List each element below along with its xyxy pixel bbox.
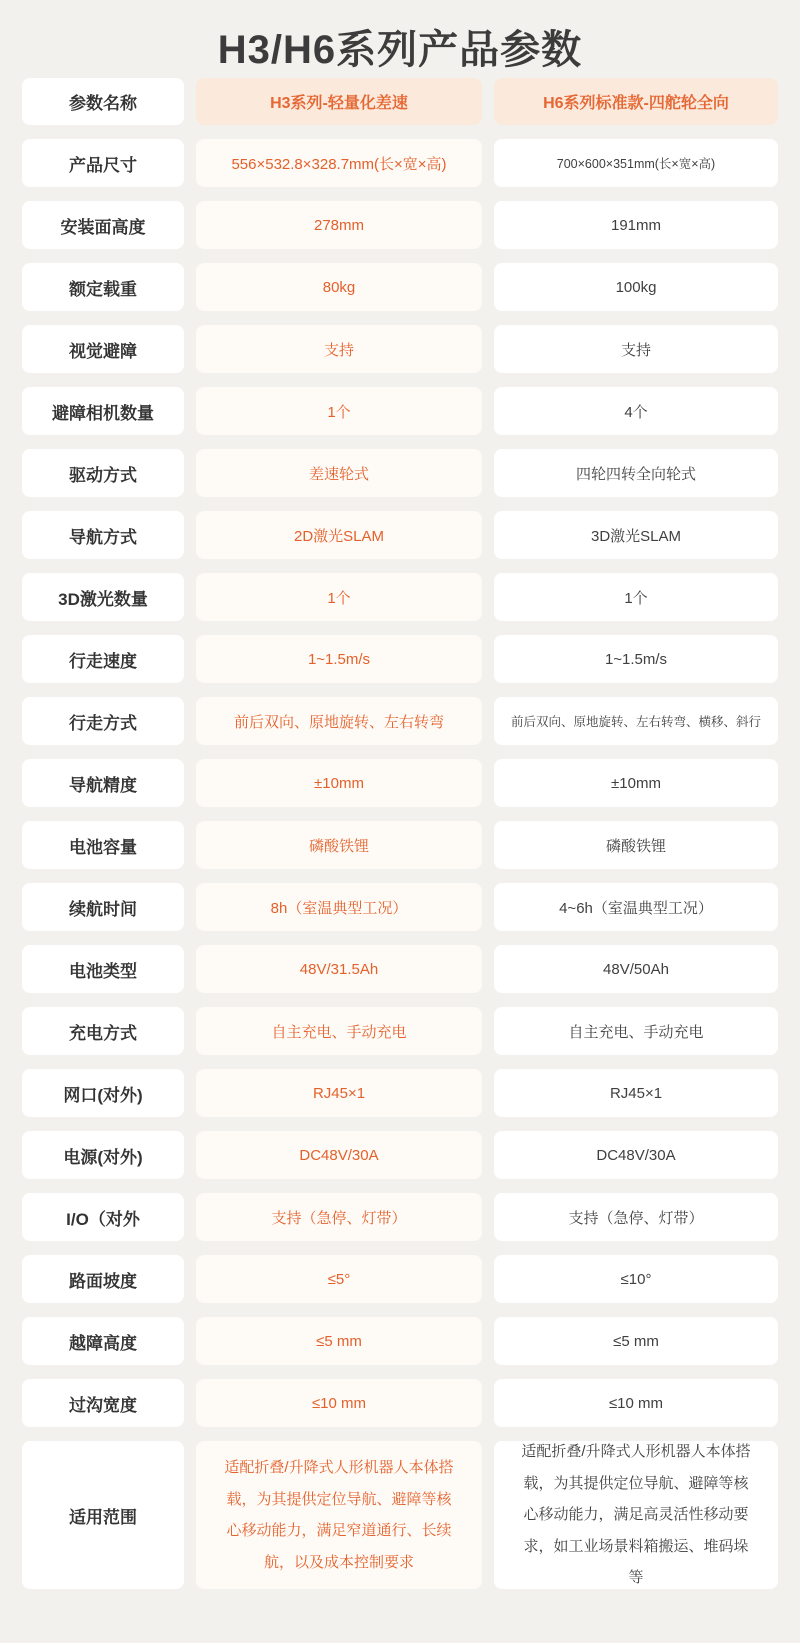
h3-value-cell: ≤5 mm — [196, 1317, 482, 1365]
h3-value-cell: 适配折叠/升降式人形机器人本体搭载，为其提供定位导航、避障等核心移动能力，满足窄道通行、长续航，以及成本控制要求 — [196, 1441, 482, 1589]
h6-value-cell: ≤10° — [494, 1255, 778, 1303]
h6-value-cell: 100kg — [494, 263, 778, 311]
h6-value-cell: 自主充电、手动充电 — [494, 1007, 778, 1055]
h3-value-cell: 1个 — [196, 573, 482, 621]
param-label-cell: 网口(对外) — [22, 1069, 184, 1117]
param-label-cell: 导航方式 — [22, 511, 184, 559]
param-label-cell: 安装面高度 — [22, 201, 184, 249]
param-label-cell: 产品尺寸 — [22, 139, 184, 187]
param-label-cell: 行走方式 — [22, 697, 184, 745]
h6-value-cell: RJ45×1 — [494, 1069, 778, 1117]
param-label-cell: 电池类型 — [22, 945, 184, 993]
h3-value-cell: 1~1.5m/s — [196, 635, 482, 683]
h3-value-cell: ±10mm — [196, 759, 482, 807]
h3-value-cell: 支持（急停、灯带） — [196, 1193, 482, 1241]
h6-value-cell: 4~6h（室温典型工况） — [494, 883, 778, 931]
h6-value-cell: 191mm — [494, 201, 778, 249]
h3-value-cell: 前后双向、原地旋转、左右转弯 — [196, 697, 482, 745]
spec-table — [22, 78, 778, 1589]
param-label-cell: 充电方式 — [22, 1007, 184, 1055]
h3-series-header: H3系列-轻量化差速 — [196, 78, 482, 125]
param-label-cell: I/O（对外 — [22, 1193, 184, 1241]
param-label-cell: 3D激光数量 — [22, 573, 184, 621]
h3-value-cell: ≤5° — [196, 1255, 482, 1303]
param-label-cell: 路面坡度 — [22, 1255, 184, 1303]
param-label-cell: 电源(对外) — [22, 1131, 184, 1179]
h6-value-cell: 磷酸铁锂 — [494, 821, 778, 869]
h6-value-cell: 四轮四转全向轮式 — [494, 449, 778, 497]
h6-value-cell: 适配折叠/升降式人形机器人本体搭载，为其提供定位导航、避障等核心移动能力，满足高灵活性移动要求，如工业场景料箱搬运、堆码垛等 — [494, 1441, 778, 1589]
h3-value-cell: 磷酸铁锂 — [196, 821, 482, 869]
h6-value-cell: ≤10 mm — [494, 1379, 778, 1427]
param-label-cell: 避障相机数量 — [22, 387, 184, 435]
h6-value-cell: 前后双向、原地旋转、左右转弯、横移、斜行 — [494, 697, 778, 745]
h3-value-cell: 278mm — [196, 201, 482, 249]
h3-value-cell: 48V/31.5Ah — [196, 945, 482, 993]
h3-value-cell: 1个 — [196, 387, 482, 435]
h6-value-cell: 48V/50Ah — [494, 945, 778, 993]
h6-value-cell: 1个 — [494, 573, 778, 621]
h6-value-cell: 支持 — [494, 325, 778, 373]
param-label-cell: 导航精度 — [22, 759, 184, 807]
param-label-cell: 额定载重 — [22, 263, 184, 311]
h6-value-cell: ≤5 mm — [494, 1317, 778, 1365]
h3-value-cell: 差速轮式 — [196, 449, 482, 497]
param-label-cell: 续航时间 — [22, 883, 184, 931]
param-label-cell: 越障高度 — [22, 1317, 184, 1365]
h3-value-cell: RJ45×1 — [196, 1069, 482, 1117]
h3-value-cell: 556×532.8×328.7mm(长×宽×高) — [196, 139, 482, 187]
h3-value-cell: 支持 — [196, 325, 482, 373]
h6-value-cell: 3D激光SLAM — [494, 511, 778, 559]
h3-value-cell: 2D激光SLAM — [196, 511, 482, 559]
param-label-cell: 视觉避障 — [22, 325, 184, 373]
param-label-cell: 电池容量 — [22, 821, 184, 869]
h3-value-cell: 自主充电、手动充电 — [196, 1007, 482, 1055]
h3-value-cell: DC48V/30A — [196, 1131, 482, 1179]
h6-value-cell: 1~1.5m/s — [494, 635, 778, 683]
h6-value-cell: 支持（急停、灯带） — [494, 1193, 778, 1241]
h3-value-cell: 8h（室温典型工况） — [196, 883, 482, 931]
param-name-header: 参数名称 — [22, 78, 184, 125]
h3-value-cell: ≤10 mm — [196, 1379, 482, 1427]
h6-value-cell: DC48V/30A — [494, 1131, 778, 1179]
h6-value-cell: ±10mm — [494, 759, 778, 807]
h3-value-cell: 80kg — [196, 263, 482, 311]
h6-series-header: H6系列标准款-四舵轮全向 — [494, 78, 778, 125]
param-label-cell: 适用范围 — [22, 1441, 184, 1589]
param-label-cell: 过沟宽度 — [22, 1379, 184, 1427]
page-title: H3/H6系列产品参数 — [217, 28, 583, 72]
h6-value-cell: 700×600×351mm(长×宽×高) — [494, 139, 778, 187]
param-label-cell: 行走速度 — [22, 635, 184, 683]
h6-value-cell: 4个 — [494, 387, 778, 435]
param-label-cell: 驱动方式 — [22, 449, 184, 497]
